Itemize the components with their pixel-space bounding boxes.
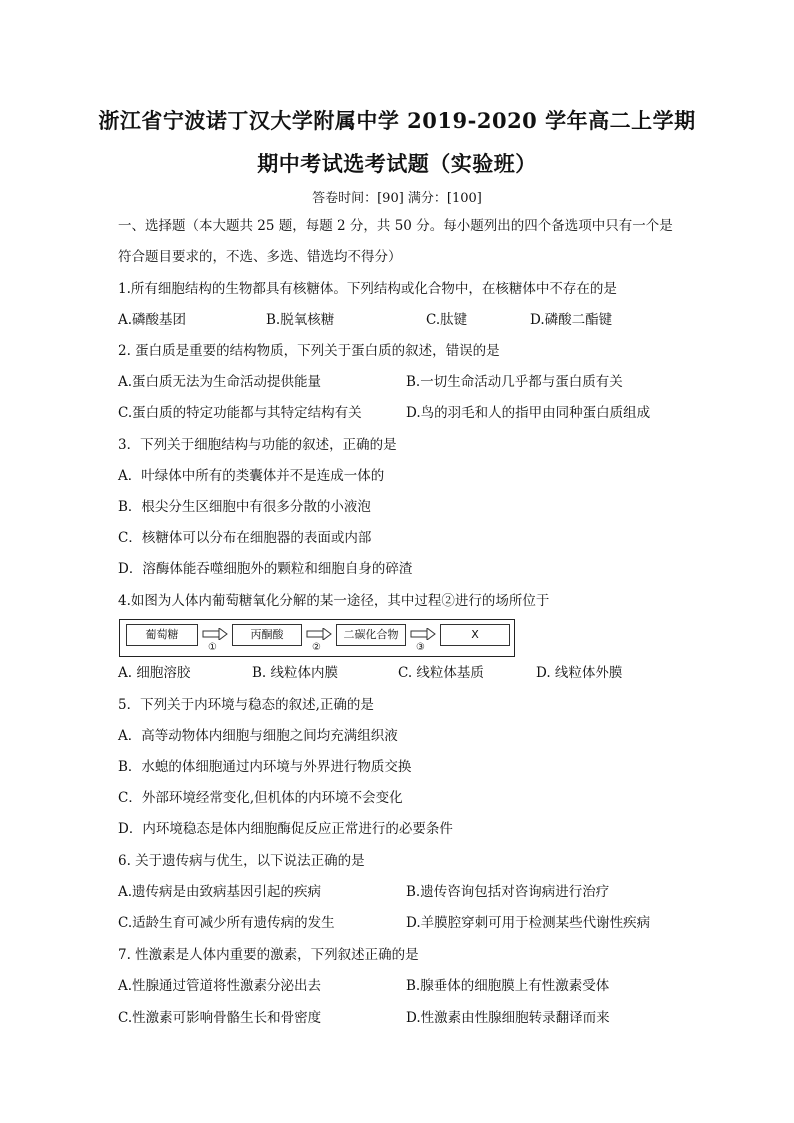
option-c: C.性激素可影响骨骼生长和骨密度: [118, 1010, 322, 1026]
option-b: B.腺垂体的细胞膜上有性激素受体: [406, 978, 610, 994]
option-c: C．核糖体可以分布在细胞器的表面或内部: [118, 530, 372, 546]
option-b: B.一切生命活动几乎都与蛋白质有关: [406, 374, 623, 390]
flow-box-x: X: [440, 624, 510, 646]
option-d: D．溶酶体能吞噬细胞外的颗粒和细胞自身的碎渣: [118, 561, 413, 577]
option-a: A．高等动物体内细胞与细胞之间均充满组织液: [118, 728, 398, 744]
option-d: D.性激素由性腺细胞转录翻译而来: [406, 1010, 610, 1026]
question-stem: 6. 关于遗传病与优生，以下说法正确的是: [118, 853, 365, 869]
option-a: A.蛋白质无法为生命活动提供能量: [118, 374, 322, 390]
option-c: C.肽键: [426, 312, 468, 328]
flow-box-glucose: 葡萄糖: [126, 624, 198, 646]
option-d: D.磷酸二酯键: [530, 312, 613, 328]
option-d: D.羊膜腔穿刺可用于检测某些代谢性疾病: [406, 915, 651, 931]
exam-title-line-2: 期中考试选考试题（实验班）: [257, 151, 537, 176]
option-b: B.脱氧核糖: [266, 312, 335, 328]
option-c: C. 线粒体基质: [398, 665, 484, 681]
question-stem: 4.如图为人体内葡萄糖氧化分解的某一途径，其中过程②进行的场所位于: [118, 593, 550, 609]
option-c: C．外部环境经常变化,但机体的内环境不会变化: [118, 790, 403, 806]
option-c: C.适龄生育可减少所有遗传病的发生: [118, 915, 335, 931]
question-stem: 3．下列关于细胞结构与功能的叙述，正确的是: [118, 437, 397, 453]
option-d: D．内环境稳态是体内细胞酶促反应正常进行的必要条件: [118, 821, 453, 837]
exam-title-line-1: 浙江省宁波诺丁汉大学附属中学 2019-2020 学年高二上学期: [98, 108, 696, 133]
section-intro: 一、选择题（本大题共 25 题，每题 2 分，共 50 分。每小题列出的四个备选项中只有一个是: [118, 218, 673, 234]
glucose-pathway-diagram: [119, 619, 515, 657]
question-stem: 1.所有细胞结构的生物都具有核糖体。下列结构或化合物中，在核糖体中不存在的是: [118, 281, 617, 297]
flow-box-two-carbon: 二碳化合物: [336, 624, 406, 646]
question-stem: 5．下列关于内环境与稳态的叙述,正确的是: [118, 697, 374, 713]
exam-meta: 答卷时间：[90] 满分：[100]: [312, 191, 482, 206]
arrow-icon: [306, 628, 332, 640]
step-1-label: ①: [208, 642, 217, 653]
option-a: A．叶绿体中所有的类囊体并不是连成一体的: [118, 468, 385, 484]
option-a: A.遗传病是由致病基因引起的疾病: [118, 884, 322, 900]
flow-box-pyruvate: 丙酮酸: [232, 624, 302, 646]
option-a: A.磷酸基团: [118, 312, 187, 328]
step-2-label: ②: [312, 642, 321, 653]
arrow-icon: [202, 628, 228, 640]
section-intro-cont: 符合题目要求的，不选、多选、错选均不得分）: [118, 249, 402, 265]
option-c: C.蛋白质的特定功能都与其特定结构有关: [118, 405, 362, 421]
question-stem: 7. 性激素是人体内重要的激素，下列叙述正确的是: [118, 947, 419, 963]
option-b: B．水螅的体细胞通过内环境与外界进行物质交换: [118, 759, 412, 775]
option-b: B．根尖分生区细胞中有很多分散的小液泡: [118, 499, 371, 515]
option-a: A.性腺通过管道将性激素分泌出去: [118, 978, 322, 994]
option-a: A. 细胞溶胶: [118, 665, 191, 681]
option-b: B. 线粒体内膜: [252, 665, 339, 681]
option-d: D.鸟的羽毛和人的指甲由同种蛋白质组成: [406, 405, 651, 421]
step-3-label: ③: [416, 642, 425, 653]
arrow-icon: [410, 628, 436, 640]
option-b: B.遗传咨询包括对咨询病进行治疗: [406, 884, 610, 900]
question-stem: 2. 蛋白质是重要的结构物质，下列关于蛋白质的叙述，错误的是: [118, 343, 500, 359]
option-d: D. 线粒体外膜: [536, 665, 623, 681]
